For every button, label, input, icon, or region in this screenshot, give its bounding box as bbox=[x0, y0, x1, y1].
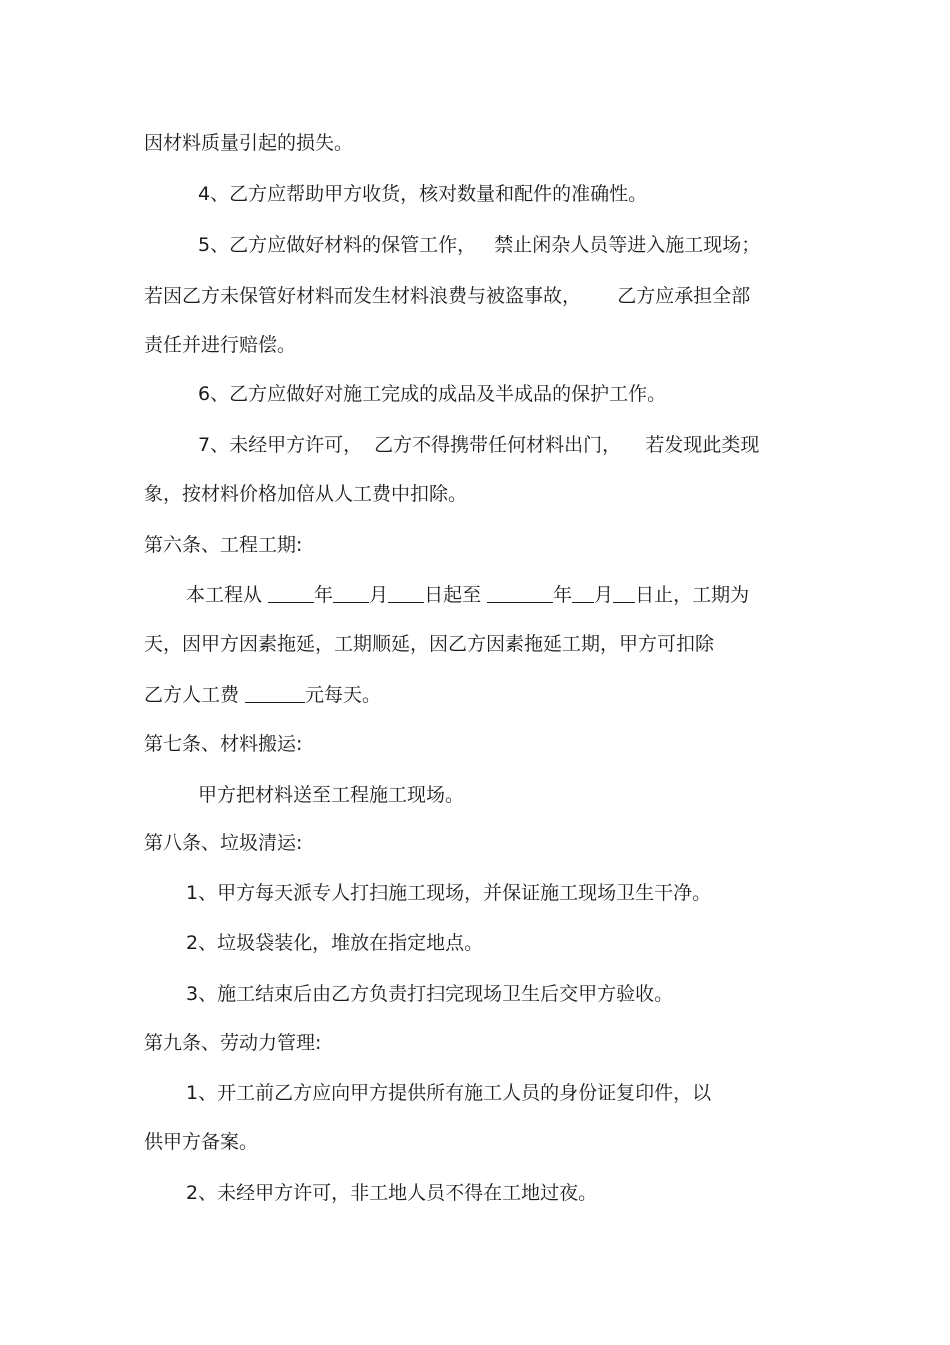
section-heading: 第八条、垃圾清运: bbox=[144, 832, 303, 854]
paragraph-line: 象，按材料价格加倍从人工费中扣除。 bbox=[144, 483, 468, 505]
paragraph-line: 若因乙方未保管好材料而发生材料浪费与被盗事故， 乙方应承担全部 bbox=[144, 285, 751, 307]
schedule-text: 月 bbox=[369, 584, 389, 606]
schedule-text: 本工程从 bbox=[186, 584, 269, 606]
blank-field bbox=[245, 682, 305, 703]
blank-field bbox=[487, 582, 553, 603]
clause-line: 3、施工结束后由乙方负责打扫完现场卫生后交甲方验收。 bbox=[186, 983, 674, 1005]
penalty-text: 乙方人工费 bbox=[144, 684, 246, 706]
schedule-text: 年 bbox=[553, 584, 573, 606]
paragraph-line: 供甲方备案。 bbox=[144, 1131, 259, 1153]
paragraph-line: 因材料质量引起的损失。 bbox=[144, 132, 354, 154]
penalty-text: 元每天。 bbox=[305, 684, 382, 706]
clause-line: 1、甲方每天派专人打扫施工现场，并保证施工现场卫生干净。 bbox=[186, 882, 712, 904]
section-heading: 第六条、工程工期: bbox=[144, 534, 303, 556]
schedule-line bbox=[186, 582, 749, 608]
schedule-text: 日起至 bbox=[424, 584, 488, 606]
blank-field bbox=[613, 582, 635, 603]
paragraph-line: 天，因甲方因素拖延，工期顺延，因乙方因素拖延工期，甲方可扣除 bbox=[144, 633, 715, 655]
section-heading: 第七条、材料搬运: bbox=[144, 733, 303, 755]
clause-line: 1、开工前乙方应向甲方提供所有施工人员的身份证复印件，以 bbox=[186, 1082, 712, 1104]
clause-line: 5、乙方应做好材料的保管工作， 禁止闲杂人员等进入施工现场； bbox=[198, 234, 761, 256]
blank-field bbox=[388, 582, 424, 603]
schedule-text: 月 bbox=[594, 584, 614, 606]
penalty-line bbox=[144, 682, 381, 708]
section-heading: 第九条、劳动力管理: bbox=[144, 1032, 322, 1054]
clause-line: 7、未经甲方许可， 乙方不得携带任何材料出门， 若发现此类现 bbox=[198, 434, 760, 456]
paragraph-line: 甲方把材料送至工程施工现场。 bbox=[198, 784, 465, 806]
schedule-text: 日止，工期为 bbox=[635, 584, 750, 606]
blank-field bbox=[268, 582, 314, 603]
clause-line: 2、垃圾袋装化，堆放在指定地点。 bbox=[186, 932, 484, 954]
clause-line: 6、乙方应做好对施工完成的成品及半成品的保护工作。 bbox=[198, 383, 667, 405]
blank-field bbox=[572, 582, 594, 603]
schedule-text: 年 bbox=[314, 584, 334, 606]
paragraph-line: 责任并进行赔偿。 bbox=[144, 334, 297, 356]
blank-field bbox=[333, 582, 369, 603]
clause-line: 2、未经甲方许可，非工地人员不得在工地过夜。 bbox=[186, 1182, 598, 1204]
clause-line: 4、乙方应帮助甲方收货，核对数量和配件的准确性。 bbox=[198, 183, 648, 205]
